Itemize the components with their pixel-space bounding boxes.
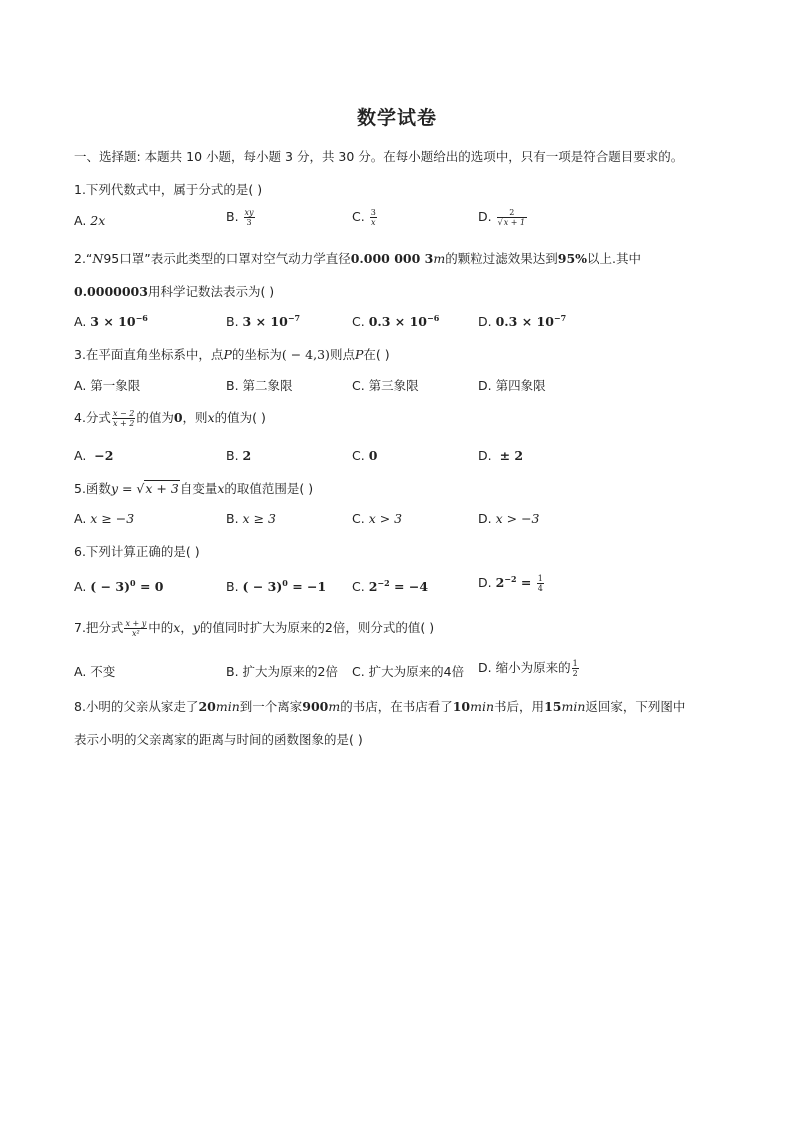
q2-option-a[interactable]: A. $3 \times 10^{-6}$ <box>74 313 148 330</box>
fraction: $\frac{1}{4}$ <box>537 574 543 594</box>
q4-option-c[interactable]: C. 0 <box>352 448 378 463</box>
square-root: √x + 3 <box>136 481 179 496</box>
fraction: $\frac{3}{x}$ <box>370 208 376 227</box>
question-2-stem-line-2: 0.0000003用科学记数法表示为( ) <box>74 284 275 299</box>
question-8-stem-line-2: 表示小明的父亲离家的距离与时间的函数图象的是( ) <box>74 732 363 747</box>
question-7-stem: 7.把分式 $\frac{x + y}{\text{x²}}$ 中的x，y的值同时扩大为原来的2倍，则分式的值( ) <box>74 619 435 638</box>
q4-option-b[interactable]: B. 2 <box>226 448 252 463</box>
q1-option-c[interactable]: C. $\frac{3}{x}$ <box>352 208 376 227</box>
question-8-stem-line-1: 8.小明的父亲从家走了20min到一个离家900m的书店，在书店看了10min书后，用15min返回家，下列图中 <box>74 699 686 714</box>
section-heading: 一、选择题: 本题共 10 小题，每小题 3 分，共 30 分。在每小题给出的选项中，只有一项是符合题目要求的。 <box>74 149 684 164</box>
question-1-stem: 1.下列代数式中，属于分式的是( ) <box>74 182 263 197</box>
fraction: $\frac{x + y}{\text{x²}}$ <box>125 619 147 638</box>
question-4-stem: 4.分式 $\frac{x - 2}{x + 2}$ 的值为0，则x的值为( ) <box>74 409 266 428</box>
q5-option-b[interactable]: B. x ≥ 3 <box>226 511 276 526</box>
q3-option-a[interactable]: A. 第一象限 <box>74 378 141 393</box>
q4-option-d[interactable]: D. ± 2 <box>478 448 524 463</box>
question-6-stem: 6.下列计算正确的是( ) <box>74 544 200 559</box>
q3-option-d[interactable]: D. 第四象限 <box>478 378 546 393</box>
q6-option-c[interactable]: C. $2^{-2} = -4$ <box>352 578 429 595</box>
question-5-stem: 5.函数y = √x + 3自变量x的取值范围是( ) <box>74 481 314 496</box>
question-2-stem-line-1: 2.“N95口罩”表示此类型的口罩对空气动力学直径0.000 000 3m的颗粒过滤效果达到95%以上.其中 <box>74 251 642 266</box>
q6-option-b[interactable]: B. ( − 3)$^0$ = −1 <box>226 578 327 595</box>
q7-option-c[interactable]: C. 扩大为原来的4倍 <box>352 664 465 679</box>
question-3-stem: 3.在平面直角坐标系中，点P的坐标为( − 4,3)则点P在( ) <box>74 347 390 362</box>
q7-option-d[interactable]: D. 缩小为原来的 $\frac{1}{2}$ <box>478 659 578 678</box>
q2-option-c[interactable]: C. $0.3 \times 10^{-6}$ <box>352 313 440 330</box>
q3-option-c[interactable]: C. 第三象限 <box>352 378 419 393</box>
q2-option-b[interactable]: B. $3 \times 10^{-7}$ <box>226 313 301 330</box>
fraction: $\frac{2}{√x + 1}$ <box>497 208 526 227</box>
q5-option-d[interactable]: D. x > −3 <box>478 511 540 526</box>
q7-option-a[interactable]: A. 不变 <box>74 664 116 679</box>
q5-option-c[interactable]: C. x > 3 <box>352 511 403 526</box>
fraction: $\frac{x - 2}{x + 2}$ <box>112 409 135 428</box>
page-title: 数学试卷 <box>356 107 437 129</box>
fraction: $\frac{1}{2}$ <box>572 659 578 678</box>
q1-option-b[interactable]: B. $\frac{xy}{3}$ <box>226 208 254 227</box>
q4-option-a[interactable]: A. −2 <box>74 448 114 463</box>
q3-option-b[interactable]: B. 第二象限 <box>226 378 293 393</box>
q7-option-b[interactable]: B. 扩大为原来的2倍 <box>226 664 338 679</box>
q6-option-d[interactable]: D. $2^{-2}$ = $\frac{1}{4}$ <box>478 574 543 594</box>
q5-option-a[interactable]: A. x ≥ −3 <box>74 511 135 526</box>
q1-option-d[interactable]: D. $\frac{2}{√x + 1}$ <box>478 208 526 227</box>
fraction: $\frac{xy}{3}$ <box>244 208 254 227</box>
q1-option-a[interactable]: A. 2x <box>74 213 106 228</box>
q2-option-d[interactable]: D. $0.3 \times 10^{-7}$ <box>478 313 567 330</box>
q6-option-a[interactable]: A. ( − 3)$^0$ = 0 <box>74 578 164 595</box>
